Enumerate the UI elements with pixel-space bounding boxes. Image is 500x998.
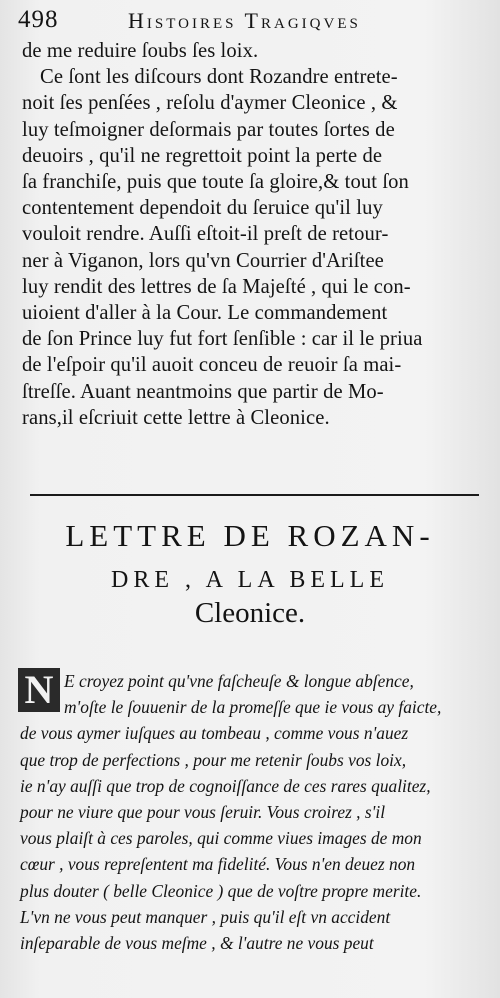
text-line: uioient d'aller à la Cour. Le commandement: [22, 302, 388, 325]
text-line: deuoirs , qu'il ne regrettoit point la perte de: [22, 144, 383, 167]
text-line: ſa franchiſe, puis que toute ſa gloire,& tout ſon: [22, 171, 409, 194]
page-number: 498: [18, 6, 59, 33]
text-line: contentement dependoit du ſeruice qu'il luy: [22, 197, 383, 220]
letter-line: ie n'ay auſſi que trop de cognoiſſance de ces rares qualitez,: [20, 775, 431, 796]
text-line: vouloit rendre. Auſſi eſtoit-il preſt de retour-: [22, 223, 389, 246]
text-line: Ce ſont les diſcours dont Rozandre entrete-: [40, 66, 398, 89]
section-divider: [30, 494, 479, 496]
page-header: [18, 6, 488, 40]
text-line: de ſon Prince luy fut fort ſenſible : car il le priua: [22, 328, 423, 351]
letter-line: L'vn ne vous peut manquer , puis qu'il eſt vn accident: [20, 906, 391, 927]
text-line: luy teſmoigner deſormais par toutes ſortes de: [22, 118, 395, 141]
letter-line: m'oſte le ſouuenir de la promeſſe que ie vous ay faicte,: [64, 697, 442, 718]
letter-heading-line-3: Cleonice.: [194, 597, 306, 629]
letter-line: inſeparable de vous meſme , & l'autre ne vous peut: [20, 933, 374, 954]
letter-heading-line-2: DRE , A LA BELLE: [111, 567, 389, 593]
letter-heading-line-1: LETTRE DE ROZAN-: [65, 518, 435, 553]
text-line: de me reduire ſoubs ſes loix.: [22, 40, 259, 62]
letter-line: cœur , vous repreſentent ma fidelité. Vous n'en deuez non: [20, 854, 416, 875]
running-title: Histoires Tragiqves: [128, 8, 361, 33]
text-line: ner à Viganon, lors qu'vn Courrier d'Ariſtee: [22, 249, 384, 272]
text-line: de l'eſpoir qu'il auoit conceu de reuoir ſa mai-: [22, 354, 402, 377]
text-line: noit ſes penſées , reſolu d'aymer Cleonice , &: [22, 92, 398, 115]
text-line: rans,il eſcriuit cette lettre à Cleonice.: [22, 406, 330, 429]
letter-body: [20, 668, 488, 956]
letter-line: que trop de perfections , pour me retenir ſoubs vos loix,: [20, 749, 407, 770]
letter-line: vous plaiſt à ces paroles, qui comme viues images de mon: [20, 828, 422, 849]
letter-line: de vous aymer iuſques au tombeau , comme vous n'auez: [20, 723, 409, 744]
text-line: ſtreſſe. Auant neantmoins que partir de Mo-: [22, 380, 384, 403]
body-paragraph: [22, 38, 487, 431]
letter-line: E croyez point qu'vne faſcheuſe & longue abſence,: [64, 671, 414, 691]
drop-cap-initial: N: [18, 668, 60, 712]
text-line: luy rendit des lettres de ſa Majeſté , qui le con-: [22, 275, 411, 298]
letter-line: plus douter ( belle Cleonice ) que de voſtre propre merite.: [20, 880, 422, 901]
letter-line: pour ne viure que pour vous ſeruir. Vous croirez , s'il: [20, 802, 386, 823]
